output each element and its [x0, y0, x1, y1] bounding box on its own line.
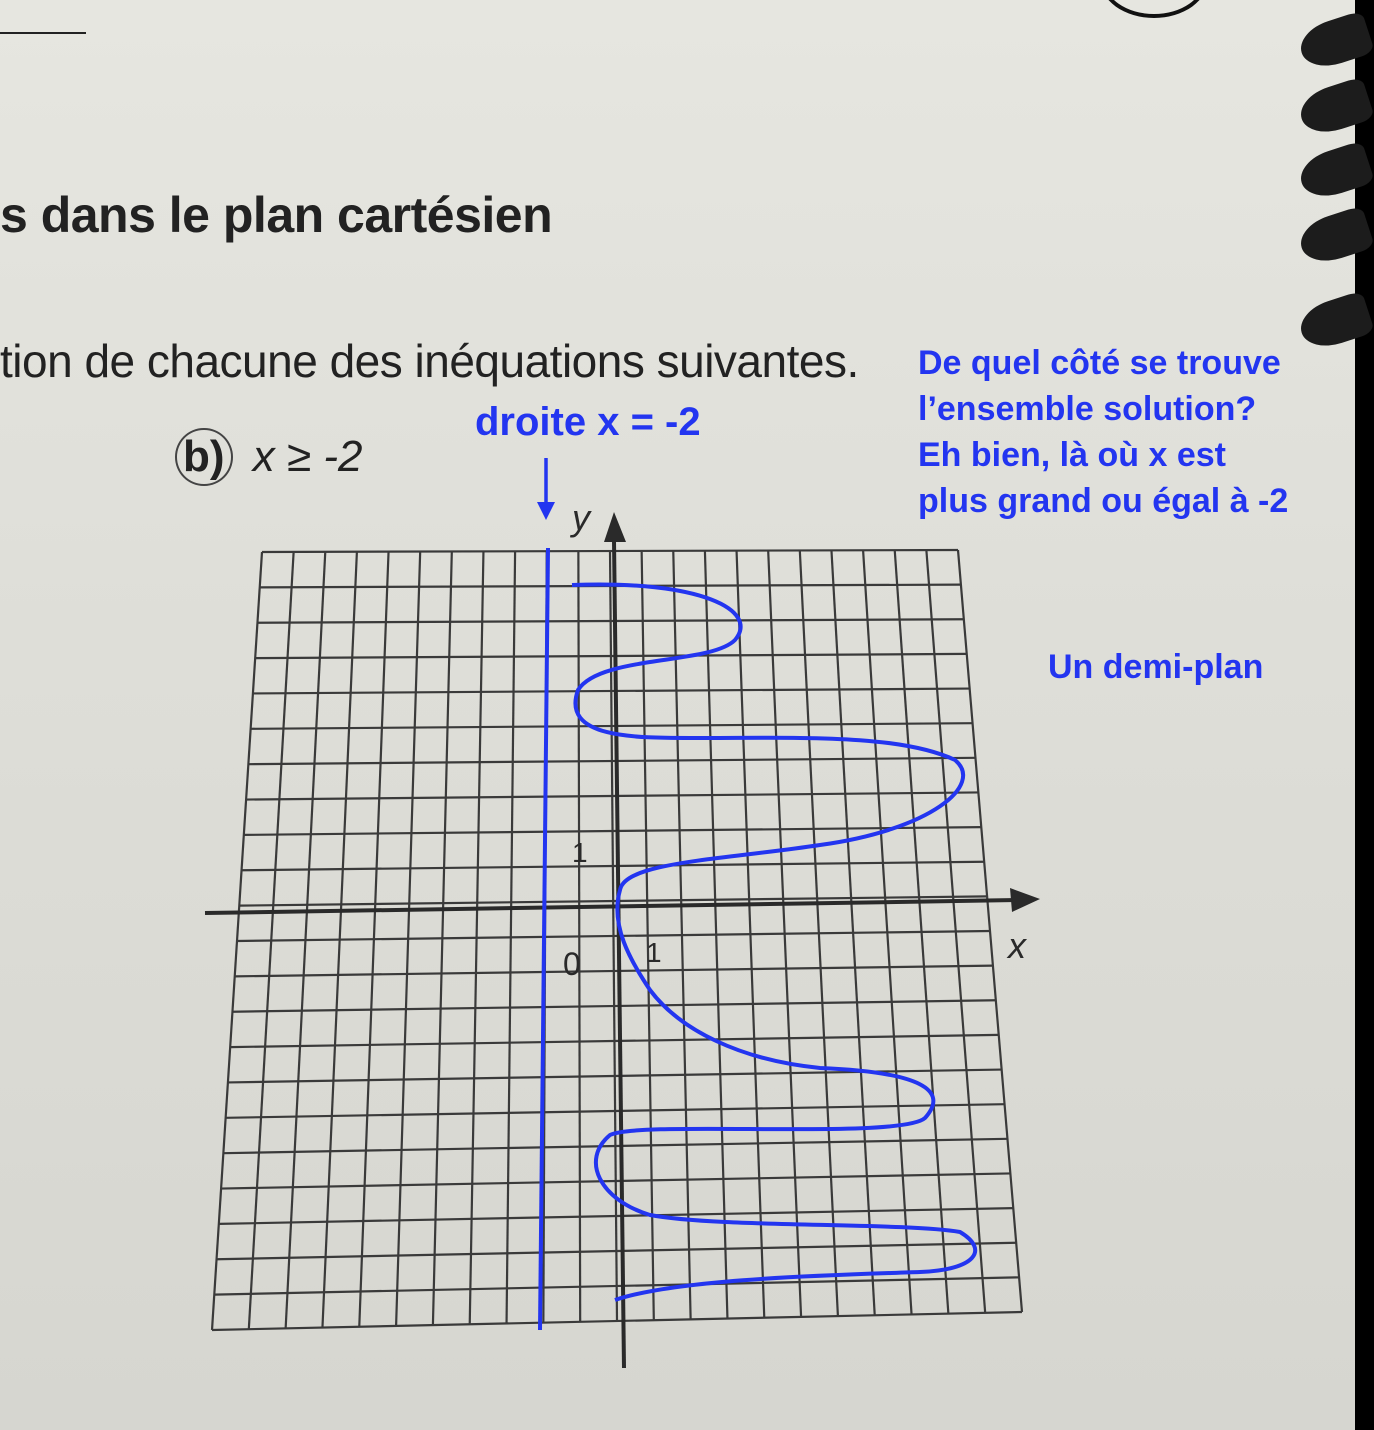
- x-axis-label: x: [1008, 925, 1026, 966]
- question-annotation: [918, 340, 1288, 524]
- question-line: Eh bien, là où x est: [918, 436, 1226, 474]
- x-tick-label: 1: [646, 937, 662, 968]
- line-annotation: droite x = -2: [475, 400, 701, 444]
- question-line: plus grand ou égal à -2: [918, 482, 1289, 520]
- item-letter: b): [175, 428, 233, 486]
- y-tick-label: 1: [572, 837, 588, 868]
- question-line: l’ensemble solution?: [918, 390, 1257, 428]
- x-axis-arrow: [1010, 888, 1040, 912]
- origin-label: 0: [563, 946, 581, 982]
- arrow-down-icon: [537, 502, 555, 520]
- inequality-expression: x ≥ -2: [252, 432, 363, 481]
- question-line: De quel côté se trouve: [918, 344, 1281, 382]
- y-axis-arrow: [604, 512, 626, 542]
- y-axis-label: y: [572, 497, 590, 538]
- exercise-instruction: tion de chacune des inéquations suivantes.: [0, 335, 859, 387]
- half-plane-annotation: Un demi-plan: [1048, 648, 1264, 686]
- section-heading: s dans le plan cartésien: [0, 187, 553, 243]
